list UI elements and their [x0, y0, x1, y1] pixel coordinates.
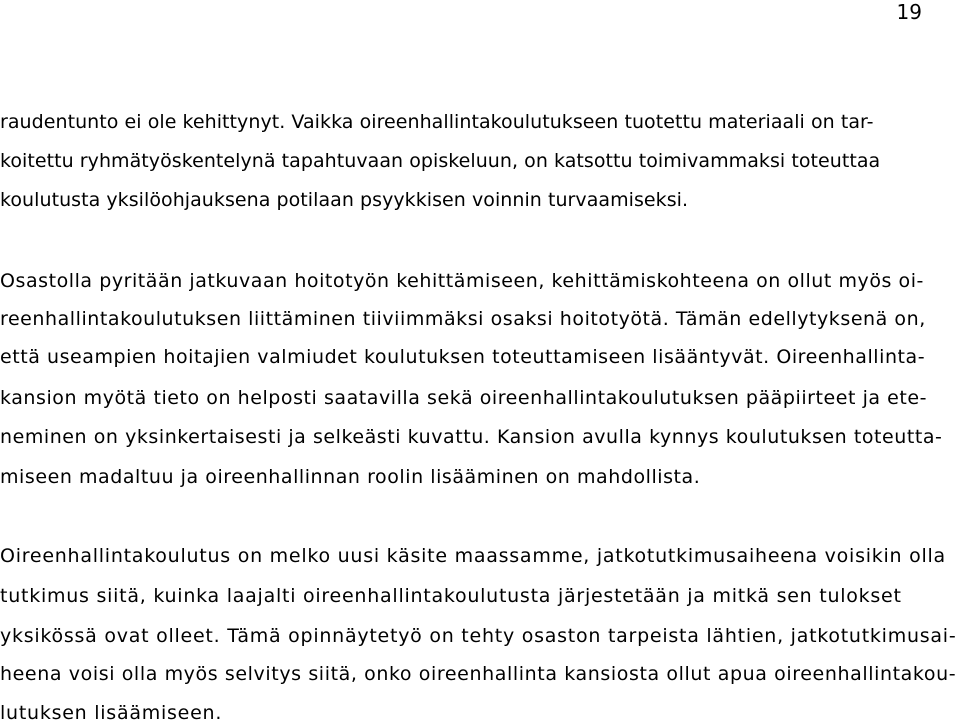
paragraph-line: miseen madaltuu ja oireenhallinnan roolin lisääminen on mahdollista.	[0, 466, 701, 488]
paragraph-line: reenhallintakoulutuksen liittäminen tiiviimmäksi osaksi hoitotyötä. Tämän edellytyksenä on,	[0, 308, 926, 330]
paragraph-line: kansion myötä tieto on helposti saatavilla sekä oireenhallintakoulutuksen pääpiirteet ja ete-	[0, 387, 928, 409]
paragraph-line: koulutusta yksilöohjauksena potilaan psyykkisen voinnin turvaamiseksi.	[0, 189, 689, 211]
paragraph-line: yksikössä ovat olleet. Tämä opinnäytetyö on tehty osaston tarpeista lähtien, jatkotutkimusai-	[0, 625, 957, 647]
page-number: 19	[896, 0, 922, 24]
paragraph-line: lutuksen lisäämiseen.	[0, 702, 223, 724]
paragraph-line: koitettu ryhmätyöskentelynä tapahtuvaan opiskeluun, on katsottu toimivammaksi toteuttaa	[0, 150, 881, 172]
paragraph-line: neminen on yksinkertaisesti ja selkeästi kuvattu. Kansion avulla kynnys koulutuksen toteutta-	[0, 426, 943, 448]
paragraph-line: että useampien hoitajien valmiudet koulutuksen toteuttamiseen lisääntyvät. Oireenhallinta-	[0, 346, 926, 368]
paragraph-line: tutkimus siitä, kuinka laajalti oireenhallintakoulutusta järjestetään ja mitkä sen tulokset	[0, 585, 902, 607]
paragraph-line: Osastolla pyritään jatkuvaan hoitotyön kehittämiseen, kehittämiskohteena on ollut myös oi-	[0, 270, 924, 292]
paragraph-line: heena voisi olla myös selvitys siitä, onko oireenhallinta kansiosta ollut apua oireenhallintakou-	[0, 663, 957, 685]
paragraph-line: Oireenhallintakoulutus on melko uusi käsite maassamme, jatkotutkimusaiheena voisikin olla	[0, 545, 946, 567]
paragraph-line: raudentunto ei ole kehittynyt. Vaikka oireenhallintakoulutukseen tuotettu materiaali on tar-	[0, 111, 874, 133]
